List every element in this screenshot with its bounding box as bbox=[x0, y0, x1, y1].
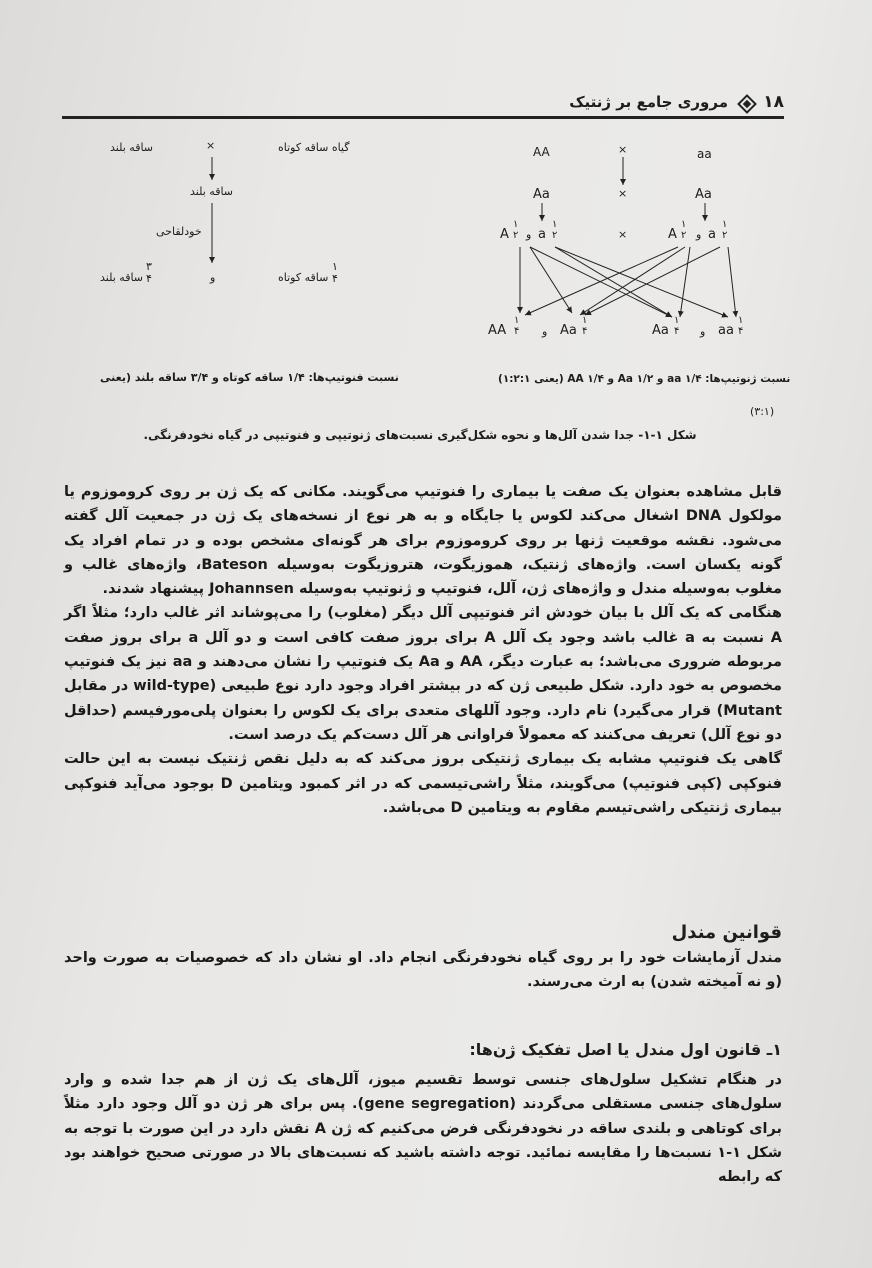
offspring-Aa-1: Aa bbox=[560, 323, 577, 338]
right-ratio-line: نسبت ژنوتیپ‌ها: ۱/۴ aa و ۱/۲ Aa و ۱/۴ AA (یعنی ۱:۲:۱) bbox=[498, 373, 791, 385]
left-ratio-tail: (۳:۱) bbox=[750, 405, 775, 418]
left-parent-tall: ساقه بلند bbox=[110, 141, 154, 154]
section-intro: مندل آزمایشات خود را بر روی گیاه نخودفرنگی انجام داد. او نشان داد که خصوصیات به صورت واحد (و نه آمیخته شدن) به ارث می‌رسند. bbox=[64, 950, 782, 991]
left-f2-tall: ساقه بلند bbox=[100, 271, 144, 284]
left-parent-short: گیاه ساقه کوتاه bbox=[278, 141, 350, 154]
header-rule bbox=[62, 116, 784, 119]
left-and: و bbox=[210, 271, 216, 284]
arrow-a-aa bbox=[555, 247, 728, 317]
gamete-A-left: A bbox=[500, 227, 509, 242]
arrow-A2-AA bbox=[525, 247, 678, 315]
gamete-A-right: A bbox=[668, 227, 677, 242]
gamete-a-left-frac: ۱ ۲ bbox=[552, 219, 558, 241]
figure-1-1 bbox=[60, 135, 790, 445]
subsection-text: در هنگام تشکیل سلول‌های جنسی توسط تقسیم میوز، آلل‌های یک ژن از هم جدا شده و وارد سلول‌های جنسی مستقلی می‌گردند (gene segregation). پس برای هر ژن دو آلل وجود دارد مثلاً برای کوتاهی و بلندی ساقه در نخودفرنگی فرض می‌کنیم که ژن A نقش دارد در این صورت با توجه به شکل ۱-۱ نسبت‌ها را مقایسه نمائید. توجه داشته باشید که نسبت‌های بالا در صورتی صحیح خواهند بود که رابطه bbox=[64, 1072, 782, 1186]
left-f1: ساقه بلند bbox=[190, 185, 234, 198]
parent-aa: aa bbox=[697, 147, 712, 161]
subsection-title: ۱ـ قانون اول مندل یا اصل تفکیک ژن‌ها: bbox=[469, 1040, 782, 1059]
arrow-A2-Aa bbox=[580, 247, 685, 315]
offspring-AA-frac: ۱ ۴ bbox=[514, 315, 520, 337]
offspring-Aa-1-frac: ۱ ۴ bbox=[582, 315, 588, 337]
page-header bbox=[62, 92, 784, 122]
gamete-A-left-frac: ۱ ۲ bbox=[513, 219, 519, 241]
right-cross-mid: × bbox=[618, 187, 628, 200]
left-ratio-line: نسبت فنوتیپ‌ها: ۱/۴ ساقه کوتاه و ۳/۴ ساقه بلند (یعنی bbox=[100, 371, 399, 384]
offspring-aa: aa bbox=[718, 323, 734, 338]
f1-left: Aa bbox=[533, 187, 550, 202]
gamete-a-right: a bbox=[708, 227, 716, 242]
left-f2-short: ساقه کوتاه bbox=[278, 271, 329, 284]
arrow-A2-Aa2b bbox=[680, 247, 690, 317]
right-cross-top: × bbox=[618, 143, 628, 156]
offspring-and-1: و bbox=[542, 325, 548, 338]
diamond-icon bbox=[737, 94, 757, 114]
paragraph-2: هنگامی که یک آلل با بیان خودش اثر فنوتیپی آلل دیگر (مغلوب) را می‌پوشاند اثر غالب دارد؛ مثلاً اگر A نسبت به a غالب باشد وجود یک آلل A برای بروز صفت کافی است و دو آلل a برای بروز صفت مربوطه ضروری می‌باشد؛ به عبارت دیگر، AA و Aa یک فنوتیپ را نشان می‌دهند و aa نیز یک فنوتیپ مخصوص به خود دارد. شکل طبیعی ژن که در بیشتر افراد وجود دارد نوع طبیعی (wild-type در مقابل Mutant) قرار می‌گیرد) نام دارد. وجود آللهای متعدی برای یک لکوس را بعنوان پلی‌مورفیسم (حداقل دو نوع آلل) تعریف می‌کنند که معمولاً فراوانی هر آلل دست‌کم یک درصد است. bbox=[64, 605, 782, 743]
section-title: قوانین مندل bbox=[671, 922, 782, 943]
offspring-and-2: و bbox=[700, 325, 706, 338]
offspring-aa-frac: ۱ ۴ bbox=[738, 315, 744, 337]
offspring-AA: AA bbox=[488, 323, 507, 338]
page-number: ۱۸ bbox=[763, 92, 784, 112]
gamete-a-right-frac: ۱ ۲ bbox=[722, 219, 728, 241]
offspring-Aa-2: Aa bbox=[652, 323, 669, 338]
parent-AA: AA bbox=[533, 145, 550, 159]
gamete-A-right-frac: ۱ ۲ bbox=[681, 219, 687, 241]
figure-caption: شکل ۱-۱- جدا شدن آلل‌ها و نحوه شکل‌گیری نسبت‌های ژنوتیپی و فنوتیپی در گیاه نخودفرنگی. bbox=[143, 428, 697, 442]
gamete-a-left: a bbox=[538, 227, 546, 242]
left-selfing: خودلقاحی bbox=[156, 225, 202, 238]
left-f2-short-fraction: ۱ ۴ bbox=[332, 260, 338, 285]
figure-lines bbox=[60, 135, 790, 435]
gamete-and-left: و bbox=[526, 228, 532, 241]
arrow-a2-aa bbox=[728, 247, 736, 317]
left-cross-sign: × bbox=[206, 139, 216, 152]
body-text-1 bbox=[64, 480, 782, 820]
left-f2-tall-fraction: ۳ ۴ bbox=[146, 260, 152, 285]
paragraph-3: گاهی یک فنوتیپ مشابه یک بیماری ژنتیکی بروز می‌کند که به دلیل نقص ژنتیک نیست به این حالت فنوکپی (کپی فنوتیپ) می‌گویند، مثلاً راشی‌تیسمی که در اثر کمبود ویتامین D بوجود می‌آید فنوکپی بیماری ژنتیکی راشی‌تیسم مقاوم به ویتامین D می‌باشد. bbox=[64, 751, 782, 816]
paragraph-1: قابل مشاهده بعنوان یک صفت یا بیماری را فنوتیپ می‌گویند. مکانی که یک ژن بر روی کروموزوم یا مولکول DNA اشغال می‌کند لکوس یا جایگاه و به هر نوع از نسخه‌های یک ژن در جمعیت آلل گفته می‌شود. نقشه موقعیت ژنها بر روی کروموزوم برای هر گونه‌ای مشخص بوده و در تمام افراد یک گونه یکسان است. واژه‌های ژنتیک، هموزیگوت، هتروزیگوت به‌وسیله Bateson، واژه‌های غالب و مغلوب به‌وسیله مندل و واژه‌های ژن، آلل، فنوتیپ و ژنوتیپ به‌وسیله Johannsen پیشنهاد شدند. bbox=[64, 484, 783, 598]
running-title: مروری جامع بر ژنتیک bbox=[569, 93, 728, 111]
right-cross-gametes: × bbox=[618, 228, 628, 241]
offspring-Aa-2-frac: ۱ ۴ bbox=[674, 315, 680, 337]
gamete-and-right: و bbox=[696, 228, 702, 241]
f1-right: Aa bbox=[695, 187, 712, 202]
